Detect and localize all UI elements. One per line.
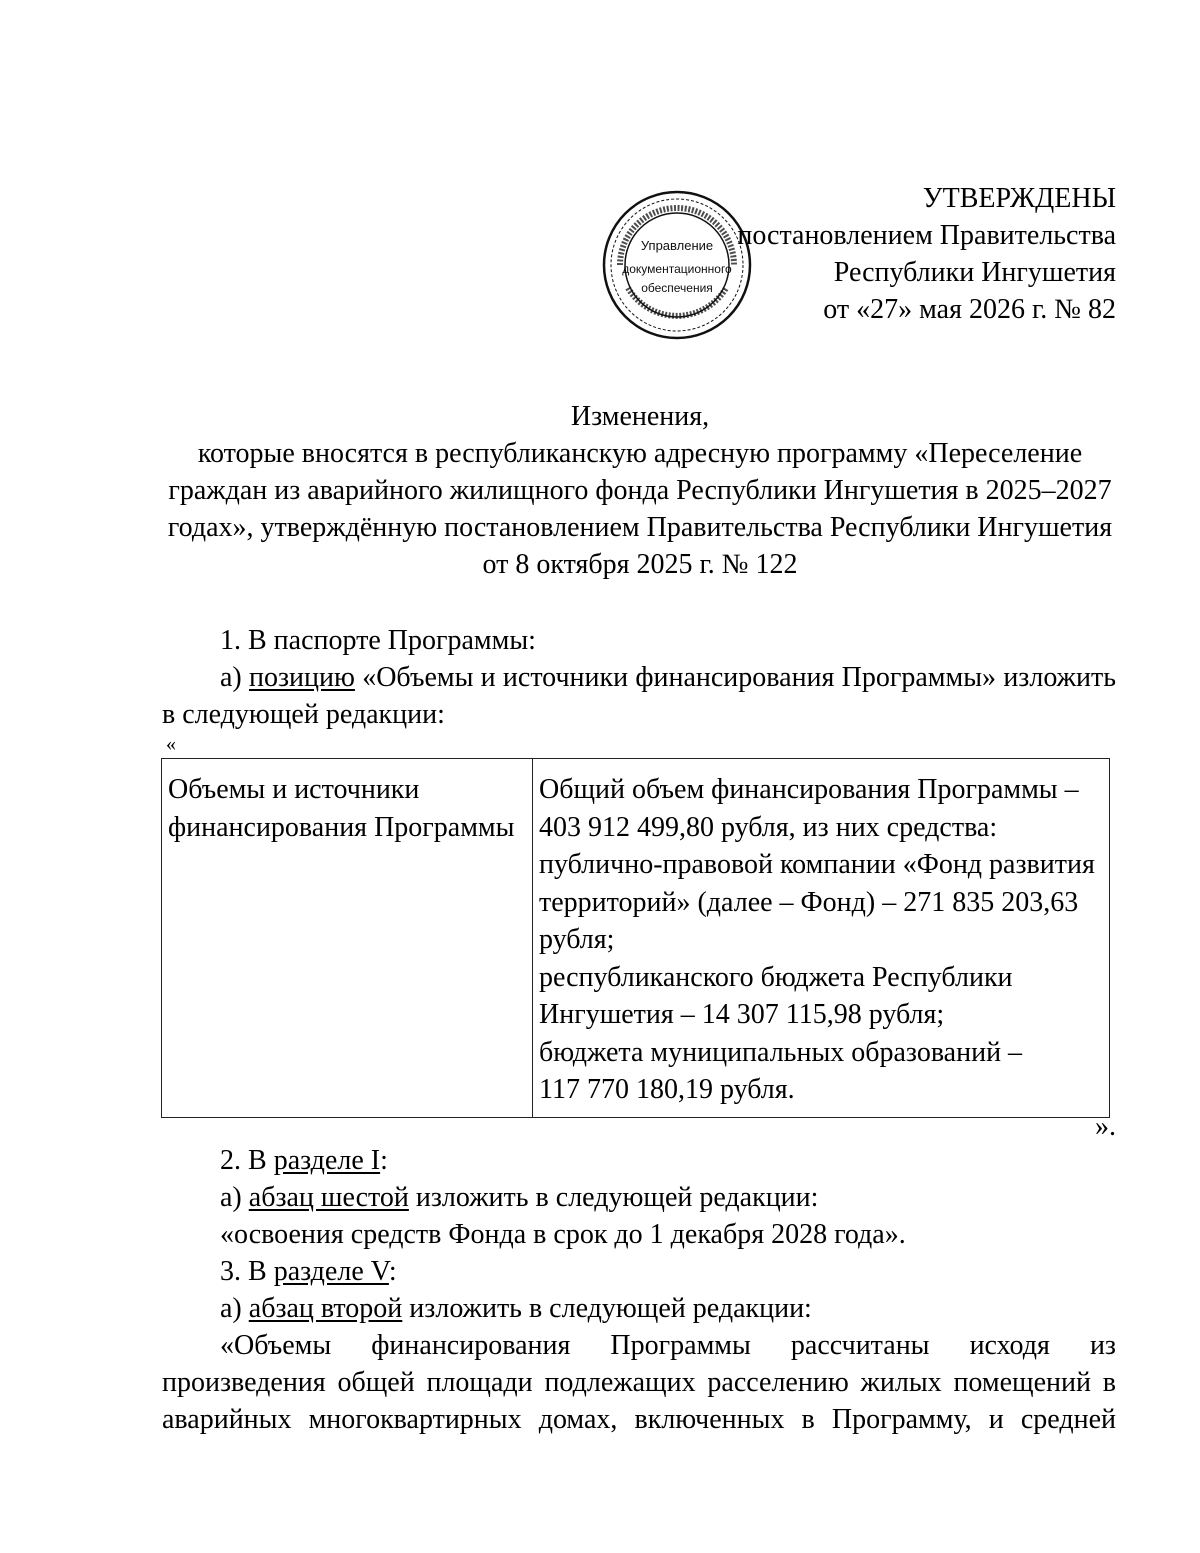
section-link[interactable]: разделе I — [273, 1145, 381, 1176]
paragraph-link[interactable]: абзац второй — [248, 1293, 403, 1324]
title-line: Изменения, — [570, 401, 710, 432]
document-title — [150, 398, 1130, 583]
section-1-item-a: а) позицию «Объемы и источники финансирования Программы» изложить в следующей редакции: — [162, 662, 1116, 730]
table-cell-label: Объемы и источники финансирования Программы — [162, 759, 533, 1118]
approval-heading: УТВЕРЖДЕНЫ — [922, 183, 1116, 214]
title-line: граждан из аварийного жилищного фонда Республики Ингушетия в 2025–2027 — [168, 475, 1112, 506]
section-3-quote: «Объемы финансирования Программы рассчитаны исходя из произведения общей площади подлежащих расселению жилых помещений в аварийных многоквартирных домах, включенных в Программу, и средней — [162, 1330, 1116, 1435]
table-cell-value: Общий объем финансирования Программы – 403 912 499,80 рубля, из них средства: публично-правовой компании «Фонд развития территорий» (далее – Фонд) – 271 835 203,63 рубля; республиканского бюджета Республики Ингушетия – 14 307 115,98 рубля; бюджета муниципальных образований – 117 770 180,19 рубля. — [533, 759, 1110, 1118]
opening-quote: « — [166, 733, 176, 755]
title-line: которые вносятся в республиканскую адресную программу «Переселение — [197, 438, 1083, 469]
section-1 — [162, 622, 1116, 733]
section-1-heading: 1. В паспорте Программы: — [220, 625, 536, 656]
title-line: годах», утверждённую постановлением Правительства Республики Ингушетия — [167, 512, 1113, 543]
svg-text:обеспечения: обеспечения — [641, 281, 713, 295]
approval-block — [737, 180, 1116, 328]
approval-line: постановлением Правительства — [737, 220, 1116, 251]
svg-text:Управление: Управление — [640, 238, 714, 253]
approval-line: Республики Ингушетия — [833, 257, 1116, 288]
amendment-link[interactable]: позицию — [249, 662, 355, 693]
svg-text:документационного: документационного — [622, 262, 732, 276]
approval-date: от «27» мая 2026 г. № 82 — [823, 294, 1116, 325]
section-2-item-a: а) абзац шестой изложить в следующей редакции: — [220, 1182, 819, 1213]
section-link[interactable]: разделе V — [273, 1256, 389, 1287]
seal-stamp — [600, 188, 754, 342]
paragraph-link[interactable]: абзац шестой — [248, 1182, 409, 1213]
section-2-heading: 2. В разделе I: — [220, 1145, 388, 1176]
section-3-item-a: а) абзац второй изложить в следующей редакции: — [220, 1293, 812, 1324]
title-line: от 8 октября 2025 г. № 122 — [482, 549, 798, 580]
sections-2-3 — [162, 1142, 1116, 1438]
closing-quote: ». — [1095, 1111, 1116, 1142]
section-3-heading: 3. В разделе V: — [220, 1256, 397, 1287]
financing-table — [161, 758, 1110, 1118]
section-2-quote: «освоения средств Фонда в срок до 1 декабря 2028 года». — [220, 1219, 906, 1250]
table-row — [162, 759, 1110, 1118]
